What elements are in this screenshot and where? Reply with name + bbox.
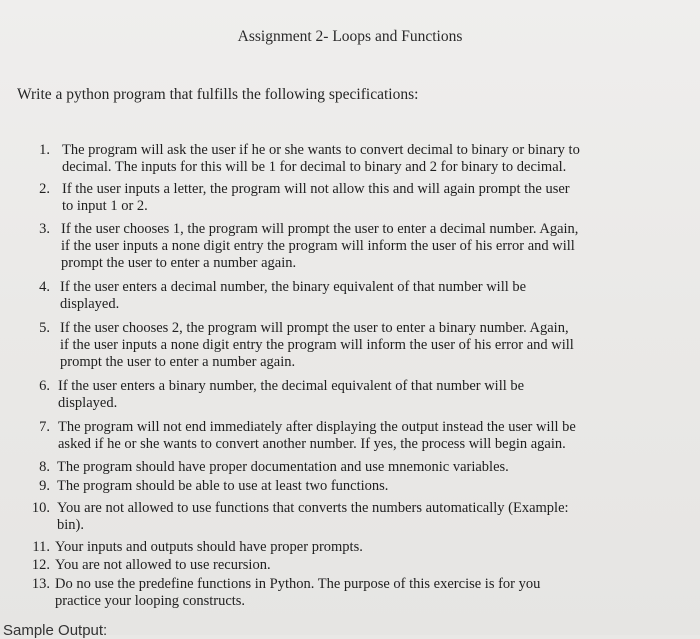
item-number: 1. xyxy=(39,142,50,158)
item-number: 4. xyxy=(39,279,50,295)
item-line: The program will not end immediately after displaying the output instead the user will be xyxy=(58,419,576,435)
item-number: 6. xyxy=(39,378,50,394)
item-line: practice your looping constructs. xyxy=(55,593,246,609)
assignment-title: Assignment 2- Loops and Functions xyxy=(237,28,463,45)
item-line: If the user chooses 2, the program will prompt the user to enter a binary number. Again, xyxy=(60,320,569,336)
item-number: 12. xyxy=(31,557,50,573)
item-line: Your inputs and outputs should have proper prompts. xyxy=(55,539,363,555)
item-line: You are not allowed to use functions that converts the numbers automatically (Example: xyxy=(57,500,569,516)
item-line: displayed. xyxy=(60,296,120,312)
item-line: prompt the user to enter a number again. xyxy=(61,255,297,271)
item-number: 10. xyxy=(31,500,50,516)
item-line: The program should be able to use at least two functions. xyxy=(57,478,389,494)
item-number: 13. xyxy=(31,576,50,592)
item-line: The program should have proper documentation and use mnemonic variables. xyxy=(57,459,509,475)
item-line: If the user inputs a letter, the program will not allow this and will again prompt the user xyxy=(62,181,570,197)
item-line: if the user inputs a none digit entry the program will inform the user of his error and will xyxy=(60,337,574,353)
item-number: 9. xyxy=(39,478,50,494)
item-line: If the user chooses 1, the program will prompt the user to enter a decimal number. Again, xyxy=(61,221,579,237)
item-line: to input 1 or 2. xyxy=(62,198,148,214)
item-number: 11. xyxy=(32,539,50,555)
item-number: 2. xyxy=(39,181,50,197)
item-number: 5. xyxy=(39,320,50,336)
item-number: 8. xyxy=(39,459,50,475)
item-number: 3. xyxy=(39,221,50,237)
item-number: 7. xyxy=(39,419,50,435)
item-line: decimal. The inputs for this will be 1 for decimal to binary and 2 for binary to decimal. xyxy=(62,159,567,175)
item-line: asked if he or she wants to convert another number. If yes, the process will begin again. xyxy=(58,436,566,452)
item-line: You are not allowed to use recursion. xyxy=(55,557,271,573)
item-line: displayed. xyxy=(58,395,118,411)
item-line: bin). xyxy=(57,517,84,533)
item-line: Do no use the predefine functions in Python. The purpose of this exercise is for you xyxy=(55,576,541,592)
item-line: prompt the user to enter a number again. xyxy=(60,354,296,370)
item-line: if the user inputs a none digit entry the program will inform the user of his error and will xyxy=(61,238,575,254)
item-line: If the user enters a binary number, the decimal equivalent of that number will be xyxy=(58,378,525,394)
item-line: If the user enters a decimal number, the binary equivalent of that number will be xyxy=(60,279,527,295)
sample-output-label: Sample Output: xyxy=(3,622,108,639)
intro-text: Write a python program that fulfills the following specifications: xyxy=(17,86,419,103)
item-line: The program will ask the user if he or she wants to convert decimal to binary or binary to xyxy=(62,142,580,158)
